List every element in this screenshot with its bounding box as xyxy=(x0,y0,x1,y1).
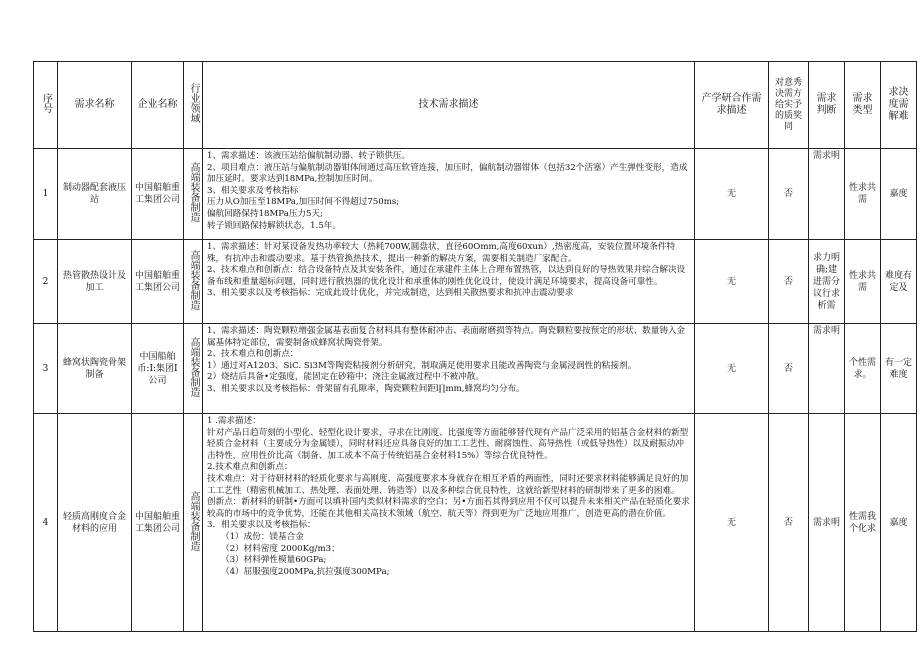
row-industry: 高端装备制造 xyxy=(184,324,203,414)
row-seq: 1 xyxy=(34,149,58,240)
row-seq: 2 xyxy=(34,240,58,324)
row-description xyxy=(203,149,695,240)
header-award: 对意秀决需方给实予的质奖同 xyxy=(769,62,809,149)
desc-line: 技术难点：对于待研材料的轻质化要求与高刚度、高强度要求本身就存在相互矛盾的两面性，同时还要求材料能够满足良好的加工工艺性（精密机械加工、热处理、表面处理、铸造等）以及多种综合优良特性，这就给新型材料的研制带来了更多的困难。 xyxy=(207,473,689,496)
header-coop: 产学研合作需求描述 xyxy=(695,62,769,149)
desc-line: 1、需求描述：针对某设备发热功率较大（热耗700W,圆盘状，直径60Omm,高度60xun）,热密度高，安装位置环境条件特殊，有抗冲击和震动要求。基于热管换热技术，提出一种新的解决方案，需要相关制造厂家配合。 xyxy=(207,242,676,264)
row-type: 性需我个化求 xyxy=(845,414,881,632)
row-company: 中国船舶重工集团公司 xyxy=(132,414,184,632)
row-award: 否 xyxy=(769,149,809,240)
desc-line: 3．相关要求以及考核指标： xyxy=(207,520,316,531)
row-description xyxy=(203,324,695,414)
row-coop: 无 xyxy=(695,240,769,324)
row-company: 中国船舶重工集团公司 xyxy=(132,240,184,324)
header-name: 需求名称 xyxy=(58,62,132,149)
header-industry: 行业领域 xyxy=(184,62,203,149)
desc-line: 2）烧结后具备•定强度，能固定在砂箱中；浇注金属液过程中不被冲散。 xyxy=(207,372,484,383)
desc-line: 1、需求描述：陶瓷颗粒增强金属基表面复合材料具有整体耐冲击、表面耐磨损等特点。陶瓷颗粒要按预定的形状、数量铸入金属基体特定部位，需要制备成蜂窝状陶瓷骨架。 xyxy=(207,326,686,348)
requirements-table xyxy=(33,61,917,632)
desc-line: 压力从O加压至18MPa,加压时间不得超过750ms; xyxy=(207,197,400,208)
desc-line: 3、相关要求以及考核指标：完成此设计优化，并完成制造，达到相关散热要求和抗冲击震动要求 xyxy=(207,288,574,299)
header-desc: 技术需求描述 xyxy=(203,62,695,149)
desc-line: （3）材料弹性模量60GPa; xyxy=(221,555,327,566)
row-difficulty: 有一定难度 xyxy=(881,324,917,414)
row-judge: 需求明 xyxy=(809,149,845,240)
row-name: 制动器配套液压站 xyxy=(58,149,132,240)
desc-line: （4）屈服强度200MPa,抗拉强度300MPa; xyxy=(221,566,390,577)
desc-line: 2、技术难点和创新点：结合设备特点及其安装条件，通过在承建件主体上合理布置热管，以达到良好的导热效果并综合解决设备布线和重量超标问题，同时进行散热器的优化设计和承重体的刚性优化设计，使设计满足环境要求，提高设备可靠性。 xyxy=(207,265,686,287)
row-judge: 需求明 xyxy=(809,324,845,414)
desc-line: 2、技术难点和创新点： xyxy=(207,349,299,360)
row-difficulty: 嘉度 xyxy=(881,149,917,240)
desc-line: 1、需求描述：该液压站给偏航制动器、转子锁供压。 xyxy=(207,151,411,161)
row-description xyxy=(203,240,695,324)
row-name: 轻质高刚度合金材料的应用 xyxy=(58,414,132,632)
row-judge: 需求明 xyxy=(809,414,845,632)
table-header-row xyxy=(34,62,917,149)
desc-line: 3、相关要求以及考核指标：骨架留有孔隙率，陶瓷颗粒间距l∏mm,蜂窝均匀分布。 xyxy=(207,383,525,394)
row-type: 个性需求。 xyxy=(845,324,881,414)
desc-line: 1 .需求描述： xyxy=(207,416,261,426)
row-coop: 无 xyxy=(695,149,769,240)
header-seq: 序号 xyxy=(34,62,58,149)
row-industry: 高端装备制造 xyxy=(184,414,203,632)
header-judge: 需求判断 xyxy=(809,62,845,149)
row-difficulty: 嘉度 xyxy=(881,414,917,632)
header-difficulty: 求决度需解难 xyxy=(881,62,917,149)
desc-line: 针对产品日趋苛刻的小型化、轻型化设计要求，寻求在比刚度、比强度等方面能够替代现有产品广泛采用的铝基合金材料的新型轻质合金材料（主要成分为金属镁），同时材料还应具备良好的加工工艺性、耐腐蚀性、高导热性（或低导热性）以及耐振动冲击特性，应用性价比高（制备、加工成本不高于传统铝基合金材料15%）等综合优良特性。 xyxy=(207,427,689,461)
row-type: 性求共需 xyxy=(845,240,881,324)
row-industry: 高端装备制造 xyxy=(184,149,203,240)
table-row xyxy=(34,414,917,632)
row-name: 热管散热设计及加工 xyxy=(58,240,132,324)
row-award: 否 xyxy=(769,414,809,632)
desc-line: （2）材料密度 2000Kg/m3； xyxy=(221,543,340,554)
row-name: 蜂窝状陶瓷骨架制备 xyxy=(58,324,132,414)
row-difficulty: 难度有定及 xyxy=(881,240,917,324)
row-seq: 4 xyxy=(34,414,58,632)
header-company: 企业名称 xyxy=(132,62,184,149)
desc-line: 1）通过对A1203、SiC. Si3M等陶瓷粘接剂分析研究，制取满足使用要求且能改善陶瓷与金属浸润性的粘接剂。 xyxy=(207,360,637,371)
row-judge: 求力明确;建进需分议行求析需 xyxy=(809,240,845,324)
table-row xyxy=(34,149,917,240)
row-company: 中国船舶重工集团公司 xyxy=(132,149,184,240)
header-type: 需求类型 xyxy=(845,62,881,149)
row-description xyxy=(203,414,695,632)
row-award: 否 xyxy=(769,240,809,324)
desc-line: 偏航回路保持18MPa压力5天; xyxy=(207,208,323,219)
desc-line: 3、相关要求及考核指标 xyxy=(207,185,299,196)
table-row xyxy=(34,324,917,414)
row-coop: 无 xyxy=(695,324,769,414)
desc-line: （1）成份：镁基合金 xyxy=(221,531,304,542)
row-company: 中国船舶币:I:集团I公司 xyxy=(132,324,184,414)
row-coop: 无 xyxy=(695,414,769,632)
row-award: 否 xyxy=(769,324,809,414)
desc-line: 创新点：新材料的研制•方面可以填补国内类似材料需求的空白；另•方面若其得到应用不仅可以提升未来相关产品在轻质化要求较高的市场中的竞争优势，还能在其他相关高技术领域（航空、航天等）得到更为广泛地应用推广，创造更高的潜在价值。 xyxy=(207,497,690,519)
table-row xyxy=(34,240,917,324)
row-industry: 高端装备制造 xyxy=(184,240,203,324)
row-type: 性求共需 xyxy=(845,149,881,240)
desc-line: 转子锁回路保持解锁状态，1.5年。 xyxy=(207,220,341,231)
desc-line: 2.技术难点和创新点： xyxy=(207,462,293,473)
row-seq: 3 xyxy=(34,324,58,414)
desc-line: 2、项目难点：液压站与偏航制动器钳体间通过高压软管连接，加压时，偏航制动器钳体（包括32个活塞）产生弹性变形，造成加压延时。要求达到18MPa,控制加压时间。 xyxy=(207,162,688,185)
